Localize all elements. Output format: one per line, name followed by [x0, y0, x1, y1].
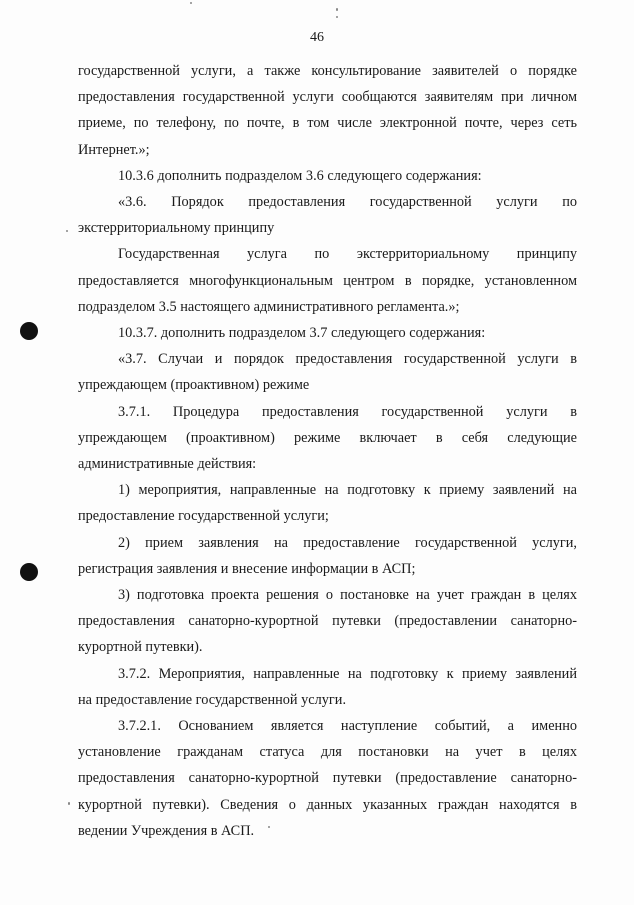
text-line: предоставления санаторно-курортной путевки (предоставление санаторно- — [78, 770, 577, 787]
text-line: «3.6. Порядок предоставления государственной услуги по — [118, 194, 577, 210]
text-line: «3.7. Случаи и порядок предоставления государственной услуги в — [118, 351, 577, 368]
text-line: упреждающем (проактивном) режиме — [78, 377, 310, 394]
text-line: регистрация заявления и внесение информации в АСП; — [78, 560, 416, 577]
text-line: государственной услуги, а также консультирование заявителей о порядке — [78, 63, 577, 79]
text-line: курортной путевки). Сведения о данных указанных граждан находятся в — [78, 796, 577, 813]
text-line: 3.7.2.1. Основанием является наступление событий, а именно — [118, 718, 577, 734]
page-number: 46 — [310, 30, 324, 45]
text-line: 10.3.7. дополнить подразделом 3.7 следующего содержания: — [118, 325, 486, 341]
text-line: предоставления санаторно-курортной путевки (предоставлении санаторно- — [78, 613, 577, 630]
punch-hole-upper — [20, 322, 38, 340]
text-line: приеме, по телефону, по почте, в том числе электронной почте, через сеть — [78, 115, 577, 132]
text-line: Государственная услуга по экстерриториальному принципу — [118, 246, 577, 263]
scan-speck — [336, 16, 338, 18]
text-line: на предоставление государственной услуги. — [78, 691, 347, 708]
text-line: 3.7.2. Мероприятия, направленные на подготовку к приему заявлений — [118, 665, 577, 682]
scan-speck — [268, 826, 270, 828]
text-line: Интернет.»; — [78, 141, 150, 158]
text-line: административные действия: — [78, 456, 257, 472]
punch-hole-lower — [20, 563, 38, 581]
text-line: подразделом 3.5 настоящего административного регламента.»; — [78, 298, 460, 315]
text-line: экстерриториальному принципу — [78, 220, 275, 237]
text-line: ведении Учреждения в АСП. — [78, 822, 255, 839]
text-line: предоставляется многофункциональным центром в порядке, установленном — [78, 272, 577, 289]
text-line: установление гражданам статуса для постановки на учет в целях — [78, 744, 577, 761]
scan-speck — [66, 230, 68, 232]
text-line: 1) мероприятия, направленные на подготовку к приему заявлений на — [118, 482, 577, 499]
text-line: 3.7.1. Процедура предоставления государственной услуги в — [118, 403, 577, 420]
text-line: курортной путевки). — [78, 639, 203, 656]
text-line: 3) подготовка проекта решения о постановке на учет граждан в целях — [118, 587, 577, 603]
text-line: предоставление государственной услуги; — [78, 508, 329, 525]
scan-speck — [68, 802, 70, 805]
scan-speck — [190, 2, 192, 4]
scan-speck — [336, 8, 338, 11]
text-line: 2) прием заявления на предоставление государственной услуги, — [118, 534, 577, 551]
text-line: упреждающем (проактивном) режиме включает в себя следующие — [78, 429, 577, 446]
text-line: 10.3.6 дополнить подразделом 3.6 следующего содержания: — [118, 167, 482, 184]
text-line: предоставления государственной услуги сообщаются заявителям при личном — [78, 89, 577, 106]
